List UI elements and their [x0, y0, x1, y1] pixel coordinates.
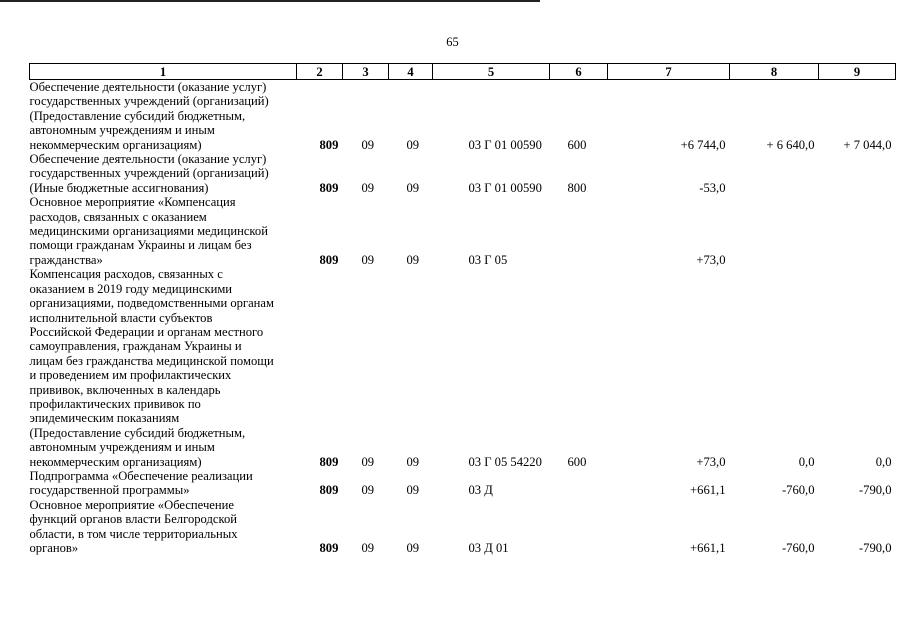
cell-amount-col9: -790,0 — [858, 541, 892, 555]
description-line: Подпрограмма «Обеспечение реализации — [29, 468, 253, 483]
description-line: Основное мероприятие «Компенсация — [29, 195, 236, 210]
cell-expense-type — [550, 469, 608, 498]
cell-subsection: 09 — [406, 483, 420, 498]
cell-amount-col8: -760,0 — [781, 541, 815, 555]
cell-section: 09 — [361, 252, 375, 267]
cell-subsection: 09 — [406, 454, 420, 469]
description-line: расходов, связанных с оказанием — [29, 209, 207, 224]
description-line: исполнительной власти субъектов — [29, 310, 213, 325]
description-line: Российской Федерации и органам местного — [29, 324, 264, 339]
cell-section: 09 — [361, 180, 375, 195]
table-row — [30, 195, 896, 267]
row-description — [30, 152, 297, 195]
cell-target-article: 03 Д 01 — [468, 541, 509, 555]
cell-amount-col8: 0,0 — [798, 454, 815, 469]
cell-target-article: 03 Г 01 00590 — [468, 137, 542, 152]
cell-expense-type: 800 — [567, 180, 587, 195]
table-header-row — [30, 64, 896, 80]
cell-subsection: 09 — [406, 180, 420, 195]
cell-amount-col8: + 6 640,0 — [766, 137, 815, 152]
cell-expense-type — [550, 195, 608, 267]
cell-amount-col9 — [819, 152, 896, 195]
cell-amount-col9: -790,0 — [858, 483, 892, 498]
cell-section: 09 — [361, 454, 375, 469]
row-description — [30, 498, 297, 556]
cell-target-article: 03 Д — [468, 483, 493, 498]
cell-section: 09 — [361, 541, 375, 555]
description-line: автономным учреждениям и иным — [29, 123, 215, 138]
description-line: гражданства» — [29, 252, 103, 267]
cell-amount-col9 — [819, 195, 896, 267]
description-line: прививок, включенных в календарь — [29, 382, 221, 397]
cell-expense-type: 600 — [567, 137, 587, 152]
cell-section: 09 — [361, 483, 375, 498]
column-header-6: 6 — [550, 64, 608, 80]
description-line: государственной программы» — [29, 483, 190, 498]
description-line: Обеспечение деятельности (оказание услуг) — [29, 152, 267, 167]
cell-amount-col7: -53,0 — [699, 180, 726, 195]
cell-subsection: 09 — [406, 252, 420, 267]
cell-target-article: 03 Г 05 54220 — [468, 454, 542, 469]
column-header-5: 5 — [433, 64, 550, 80]
description-line: самоуправления, гражданам Украины и — [29, 339, 242, 354]
cell-target-article: 03 Г 05 — [468, 252, 508, 267]
column-header-8: 8 — [730, 64, 819, 80]
description-line: медицинскими организациями медицинской — [29, 224, 268, 239]
cell-grbs-code: 809 — [319, 252, 339, 267]
cell-amount-col8: -760,0 — [781, 483, 815, 498]
description-line: государственных учреждений (организаций) — [29, 166, 269, 181]
description-line: оказанием в 2019 году медицинскими — [29, 281, 233, 296]
column-header-9: 9 — [819, 64, 896, 80]
cell-amount-col7: +6 744,0 — [680, 137, 726, 152]
cell-grbs-code: 809 — [319, 137, 339, 152]
row-description — [30, 80, 297, 153]
cell-grbs-code: 809 — [319, 180, 339, 195]
column-header-2: 2 — [297, 64, 343, 80]
table-body — [30, 80, 896, 556]
top-rule — [0, 0, 540, 2]
budget-table — [29, 63, 896, 555]
cell-amount-col9: 0,0 — [875, 454, 892, 469]
description-line: профилактических прививок по — [29, 396, 201, 411]
cell-amount-col8 — [730, 152, 819, 195]
cell-grbs-code: 809 — [319, 454, 339, 469]
description-line: Обеспечение деятельности (оказание услуг) — [29, 80, 267, 94]
cell-amount-col9: + 7 044,0 — [843, 137, 892, 152]
description-line: (Предоставление субсидий бюджетным, — [29, 108, 246, 123]
description-line: и проведением им профилактических — [29, 368, 232, 383]
table-row — [30, 498, 896, 556]
row-description — [30, 267, 297, 469]
column-header-3: 3 — [343, 64, 389, 80]
description-line: функций органов власти Белгородской — [29, 512, 237, 527]
cell-subsection: 09 — [406, 541, 420, 555]
table-row — [30, 80, 896, 153]
cell-amount-col8 — [730, 195, 819, 267]
cell-amount-col7: +661,1 — [690, 541, 726, 555]
row-description — [30, 469, 297, 498]
cell-amount-col7: +73,0 — [696, 454, 726, 469]
page-number: 65 — [446, 35, 459, 49]
description-line: Компенсация расходов, связанных с — [29, 267, 223, 282]
description-line: лицам без гражданства медицинской помощи — [29, 353, 274, 368]
cell-expense-type: 600 — [567, 454, 587, 469]
description-line: области, в том числе территориальных — [29, 526, 238, 541]
table-row — [30, 152, 896, 195]
cell-amount-col7: +661,1 — [690, 483, 726, 498]
cell-grbs-code: 809 — [319, 483, 339, 498]
cell-subsection: 09 — [406, 137, 420, 152]
description-line: помощи гражданам Украины и лицам без — [29, 238, 252, 253]
description-line: автономным учреждениям и иным — [29, 440, 215, 455]
description-line: Основное мероприятие «Обеспечение — [29, 497, 234, 512]
description-line: (Иные бюджетные ассигнования) — [29, 180, 209, 195]
description-line: органов» — [29, 541, 79, 555]
cell-grbs-code: 809 — [319, 541, 339, 555]
column-header-1: 1 — [30, 64, 297, 80]
description-line: организациями, подведомственными органам — [29, 296, 274, 311]
column-header-7: 7 — [608, 64, 730, 80]
description-line: (Предоставление субсидий бюджетным, — [29, 425, 246, 440]
description-line: эпидемическим показаниям — [29, 411, 180, 426]
description-line: некоммерческим организациям) — [29, 137, 202, 152]
cell-target-article: 03 Г 01 00590 — [468, 180, 542, 195]
cell-section: 09 — [361, 137, 375, 152]
column-header-4: 4 — [389, 64, 433, 80]
description-line: некоммерческим организациям) — [29, 454, 202, 469]
table-row — [30, 469, 896, 498]
table-row — [30, 267, 896, 469]
cell-amount-col7: +73,0 — [696, 252, 726, 267]
description-line: государственных учреждений (организаций) — [29, 94, 269, 109]
row-description — [30, 195, 297, 267]
cell-expense-type — [550, 498, 608, 556]
